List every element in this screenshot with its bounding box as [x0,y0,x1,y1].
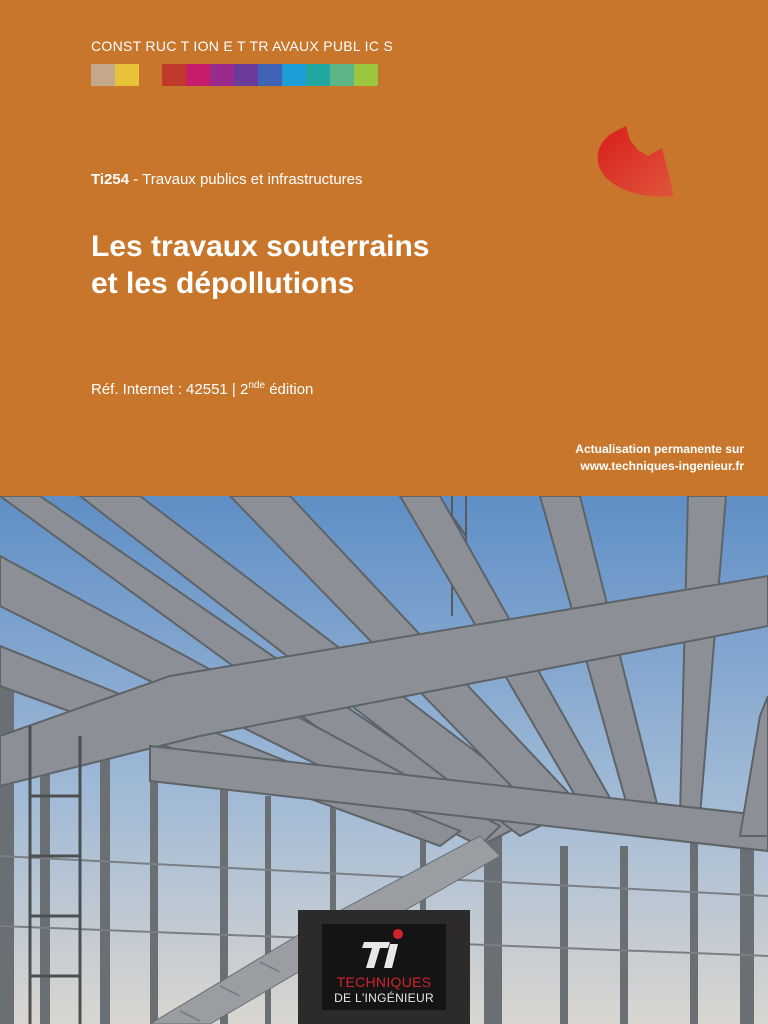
series-label: CONST RUC T ION E T TR AVAUX PUBL IC S [91,38,394,54]
publisher-badge [298,910,470,1024]
title-line-2: et les dépollutions [91,267,355,300]
swatch [234,64,258,86]
cover-header [0,0,768,496]
update-notice-line-1: Actualisation permanente sur [575,442,744,456]
collection-separator: - [129,171,143,188]
collection-line [91,171,363,188]
publisher-name-line-2: DE L'INGÉNIEUR [334,991,434,1005]
reference-line [91,380,313,398]
reference-prefix: Réf. Internet : 42551 | 2 [91,381,249,398]
swatch [186,64,210,86]
collection-name: Travaux publics et infrastructures [142,171,363,188]
red-quarter-disc-icon [596,126,676,200]
ti-logo-icon [360,928,408,972]
swatch [282,64,306,86]
swatch [115,64,139,86]
update-notice [575,441,744,475]
edition-superscript: nde [248,380,266,391]
swatch [210,64,234,86]
swatch [162,64,186,86]
swatch [306,64,330,86]
update-notice-url: www.techniques-ingenieur.fr [580,459,744,473]
color-swatch-strip [91,64,378,86]
document-title [91,228,571,302]
title-line-1: Les travaux souterrains [91,230,430,263]
reference-suffix: édition [265,381,314,398]
swatch [91,64,115,86]
publisher-name-line-1: TECHNIQUES [336,974,432,990]
swatch [354,64,378,86]
swatch [258,64,282,86]
collection-code: Ti254 [91,171,130,188]
swatch [330,64,354,86]
publisher-logo [322,924,446,1010]
